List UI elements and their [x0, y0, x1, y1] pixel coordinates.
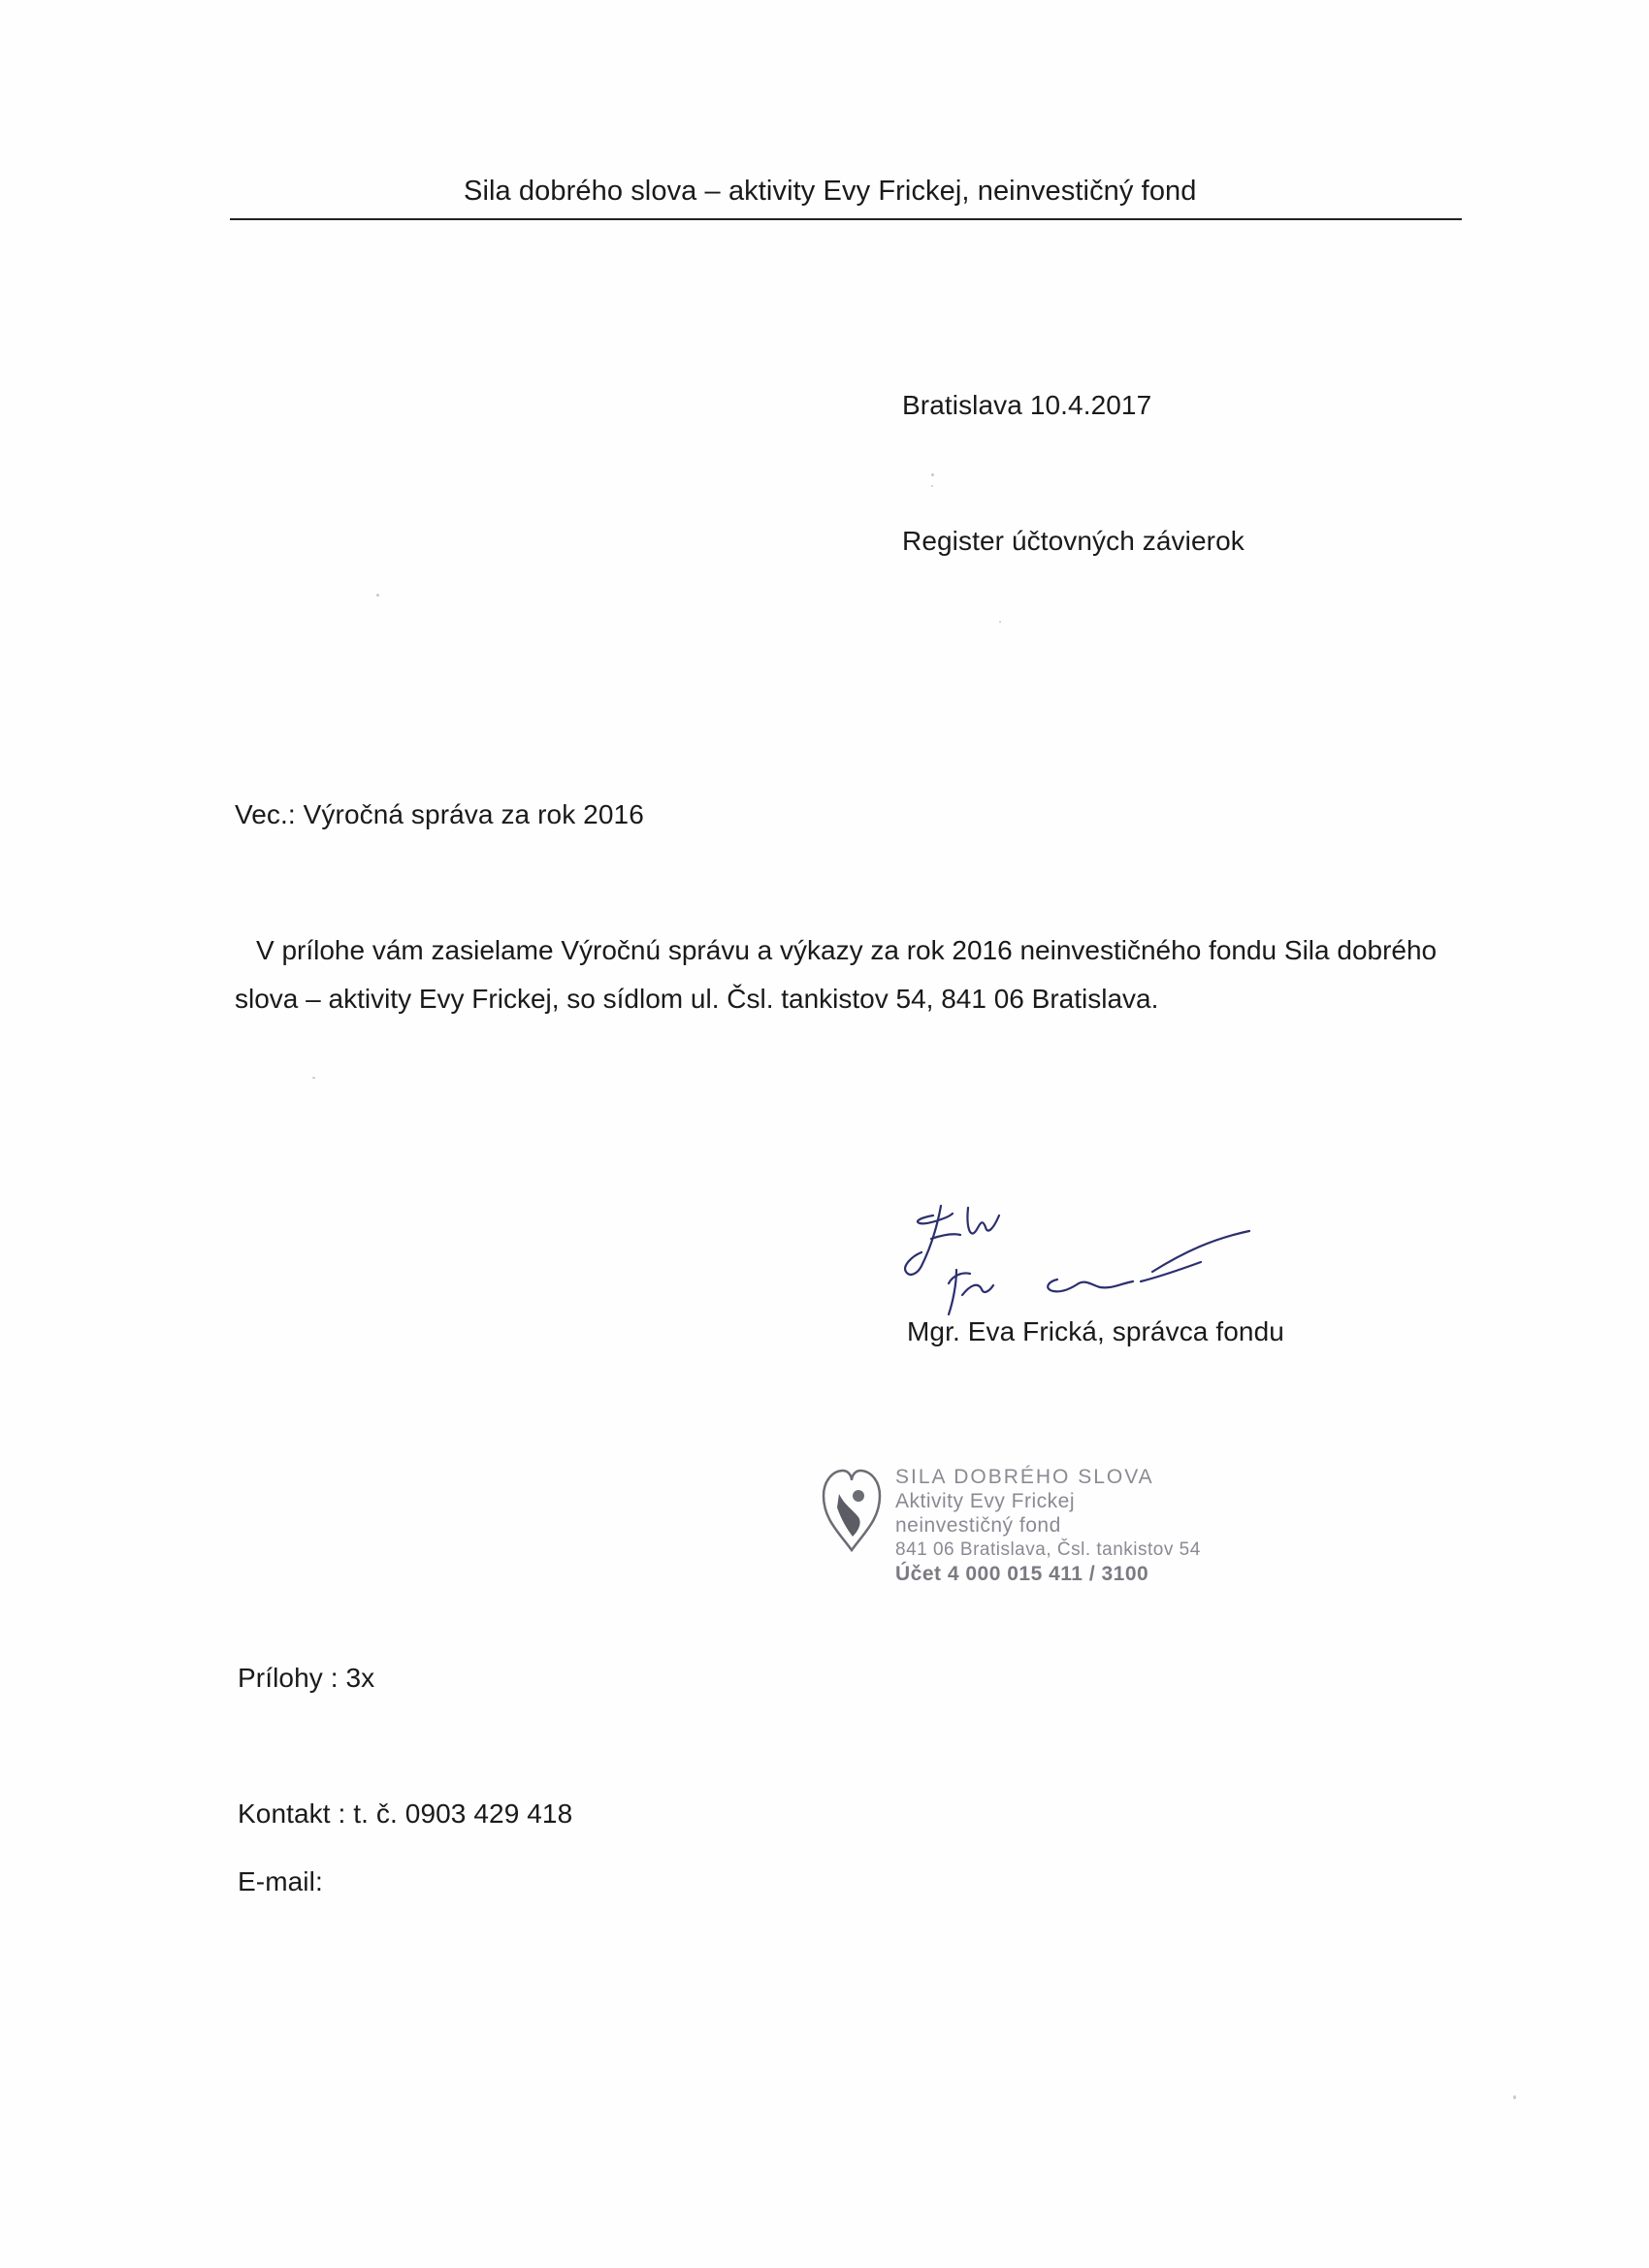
stamp-fund-type: neinvestičný fond — [895, 1514, 1061, 1537]
stamp-address: 841 06 Bratislava, Čsl. tankistov 54 — [895, 1539, 1201, 1560]
stamp-account: Účet 4 000 015 411 / 3100 — [895, 1563, 1149, 1585]
stamp-subtitle: Aktivity Evy Frickej — [895, 1490, 1076, 1512]
letterhead-title: Sila dobrého slova – aktivity Evy Frickej, neinvestičný fond — [464, 176, 1197, 207]
heart-logo-icon — [820, 1465, 884, 1554]
scan-speck — [999, 621, 1001, 623]
date-line: Bratislava 10.4.2017 — [902, 390, 1152, 420]
scan-speck — [931, 485, 933, 487]
stamp-org-name: SILA DOBRÉHO SLOVA — [895, 1466, 1154, 1488]
scan-speck — [312, 1077, 315, 1079]
attachments-line: Prílohy : 3x — [238, 1663, 375, 1693]
subject-line: Vec.: Výročná správa za rok 2016 — [235, 799, 644, 829]
scan-speck — [1513, 2095, 1516, 2099]
signer-name: Mgr. Eva Frická, správca fondu — [907, 1316, 1284, 1346]
email-line: E-mail: — [238, 1866, 323, 1896]
letterhead-rule — [230, 218, 1462, 220]
body-paragraph: V prílohe vám zasielame Výročnú správu a výkazy za rok 2016 neinvestičného fondu Sila dobrého slova – aktivity Evy Frickej, so sídlom ul. Čsl. tankistov 54, 841 06 Bratislava. — [235, 935, 1438, 1014]
organization-stamp — [820, 1465, 1208, 1610]
stamp-text — [895, 1465, 1201, 1586]
scan-speck — [931, 473, 934, 476]
recipient: Register účtovných závierok — [902, 526, 1245, 556]
contact-line: Kontakt : t. č. 0903 429 418 — [238, 1798, 573, 1829]
scan-speck — [376, 594, 379, 597]
handwritten-signature — [892, 1188, 1261, 1319]
